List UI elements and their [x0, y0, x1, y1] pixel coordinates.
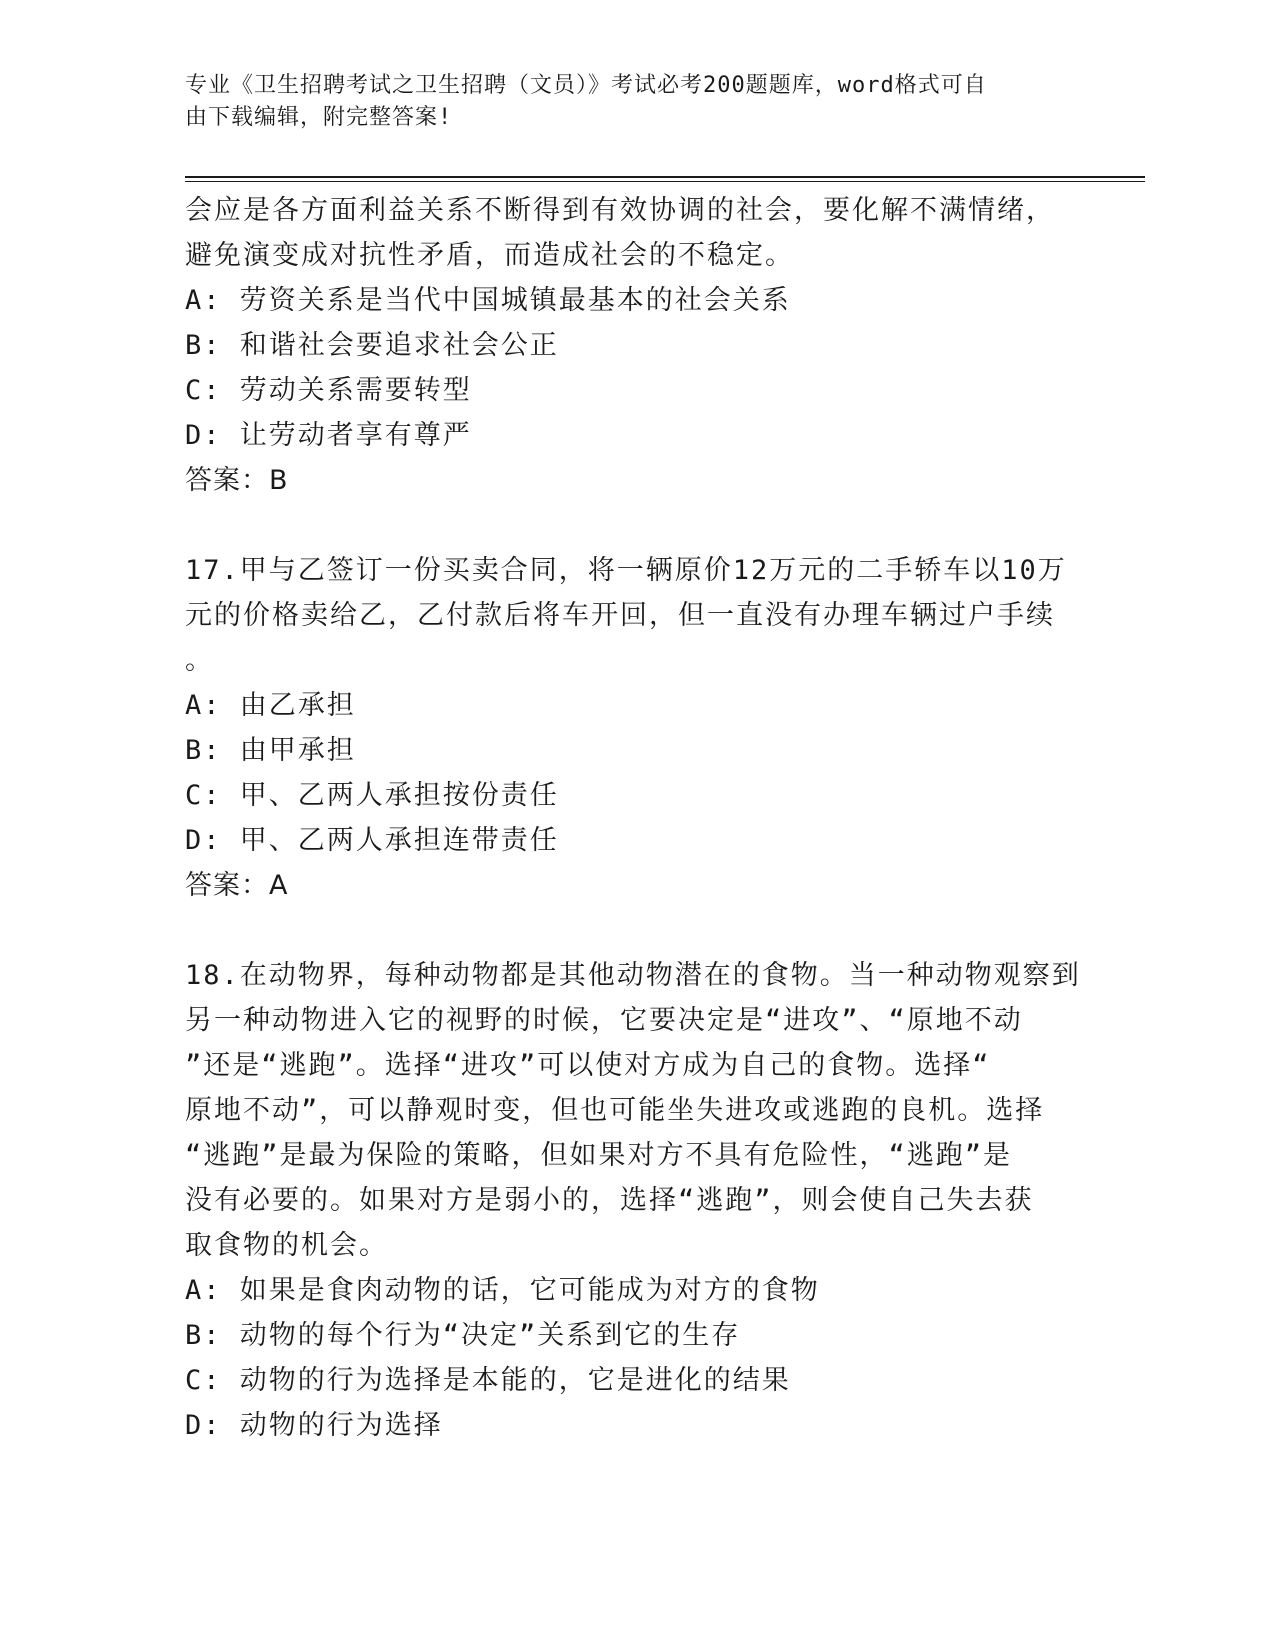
- option-c: C: 甲、乙两人承担按份责任: [185, 780, 559, 811]
- question-stem-line: 没有必要的。如果对方是弱小的，选择“逃跑”，则会使自己失去获: [185, 1185, 1034, 1216]
- option-c: C: 劳动关系需要转型: [185, 375, 472, 406]
- answer-label: 答案：B: [185, 465, 289, 496]
- option-c: C: 动物的行为选择是本能的，它是进化的结果: [185, 1365, 791, 1396]
- question-16: [185, 188, 1065, 503]
- header-line-2: 由下载编辑，附完整答案!: [185, 105, 453, 130]
- question-stem-line: 另一种动物进入它的视野的时候，它要决定是“进攻”、“原地不动: [185, 1005, 1023, 1036]
- question-stem-line: 会应是各方面利益关系不断得到有效协调的社会，要化解不满情绪，: [185, 195, 1055, 226]
- question-18: [185, 953, 1081, 1448]
- header-line-1: 专业《卫生招聘考试之卫生招聘（文员）》考试必考200题题库，word格式可自: [185, 73, 987, 98]
- option-a: A: 如果是食肉动物的话，它可能成为对方的食物: [185, 1275, 820, 1306]
- spacer: [185, 503, 1065, 548]
- option-b: B: 动物的每个行为“决定”关系到它的生存: [185, 1320, 741, 1351]
- option-a: A: 劳资关系是当代中国城镇最基本的社会关系: [185, 285, 791, 316]
- question-stem-line: 18.在动物界，每种动物都是其他动物潜在的食物。当一种动物观察到: [185, 960, 1081, 991]
- option-b: B: 由甲承担: [185, 735, 356, 766]
- spacer: [185, 908, 1065, 953]
- answer-label: 答案：A: [185, 870, 289, 901]
- header-divider-thick: [185, 176, 1145, 178]
- document-header: [185, 70, 1085, 134]
- question-stem-line: “逃跑”是最为保险的策略，但如果对方不具有危险性，“逃跑”是: [185, 1140, 1013, 1171]
- option-d: D: 甲、乙两人承担连带责任: [185, 825, 559, 856]
- question-stem-line: 取食物的机会。: [185, 1230, 388, 1261]
- header-divider-thin: [185, 181, 1145, 182]
- option-d: D: 动物的行为选择: [185, 1410, 443, 1441]
- option-d: D: 让劳动者享有尊严: [185, 420, 472, 451]
- question-stem-line: 。: [185, 645, 214, 676]
- question-stem-line: ”还是“逃跑”。选择“进攻”可以使对方成为自己的食物。选择“: [185, 1050, 991, 1081]
- question-17: [185, 548, 1065, 908]
- document-body: [185, 188, 1081, 1448]
- question-stem-line: 17.甲与乙签订一份买卖合同，将一辆原价12万元的二手轿车以10万: [185, 555, 1067, 586]
- question-stem-line: 原地不动”，可以静观时变，但也可能坐失进攻或逃跑的良机。选择: [185, 1095, 1045, 1126]
- question-stem-line: 避免演变成对抗性矛盾，而造成社会的不稳定。: [185, 240, 794, 271]
- option-a: A: 由乙承担: [185, 690, 356, 721]
- option-b: B: 和谐社会要追求社会公正: [185, 330, 559, 361]
- question-stem-line: 元的价格卖给乙，乙付款后将车开回，但一直没有办理车辆过户手续: [185, 600, 1055, 631]
